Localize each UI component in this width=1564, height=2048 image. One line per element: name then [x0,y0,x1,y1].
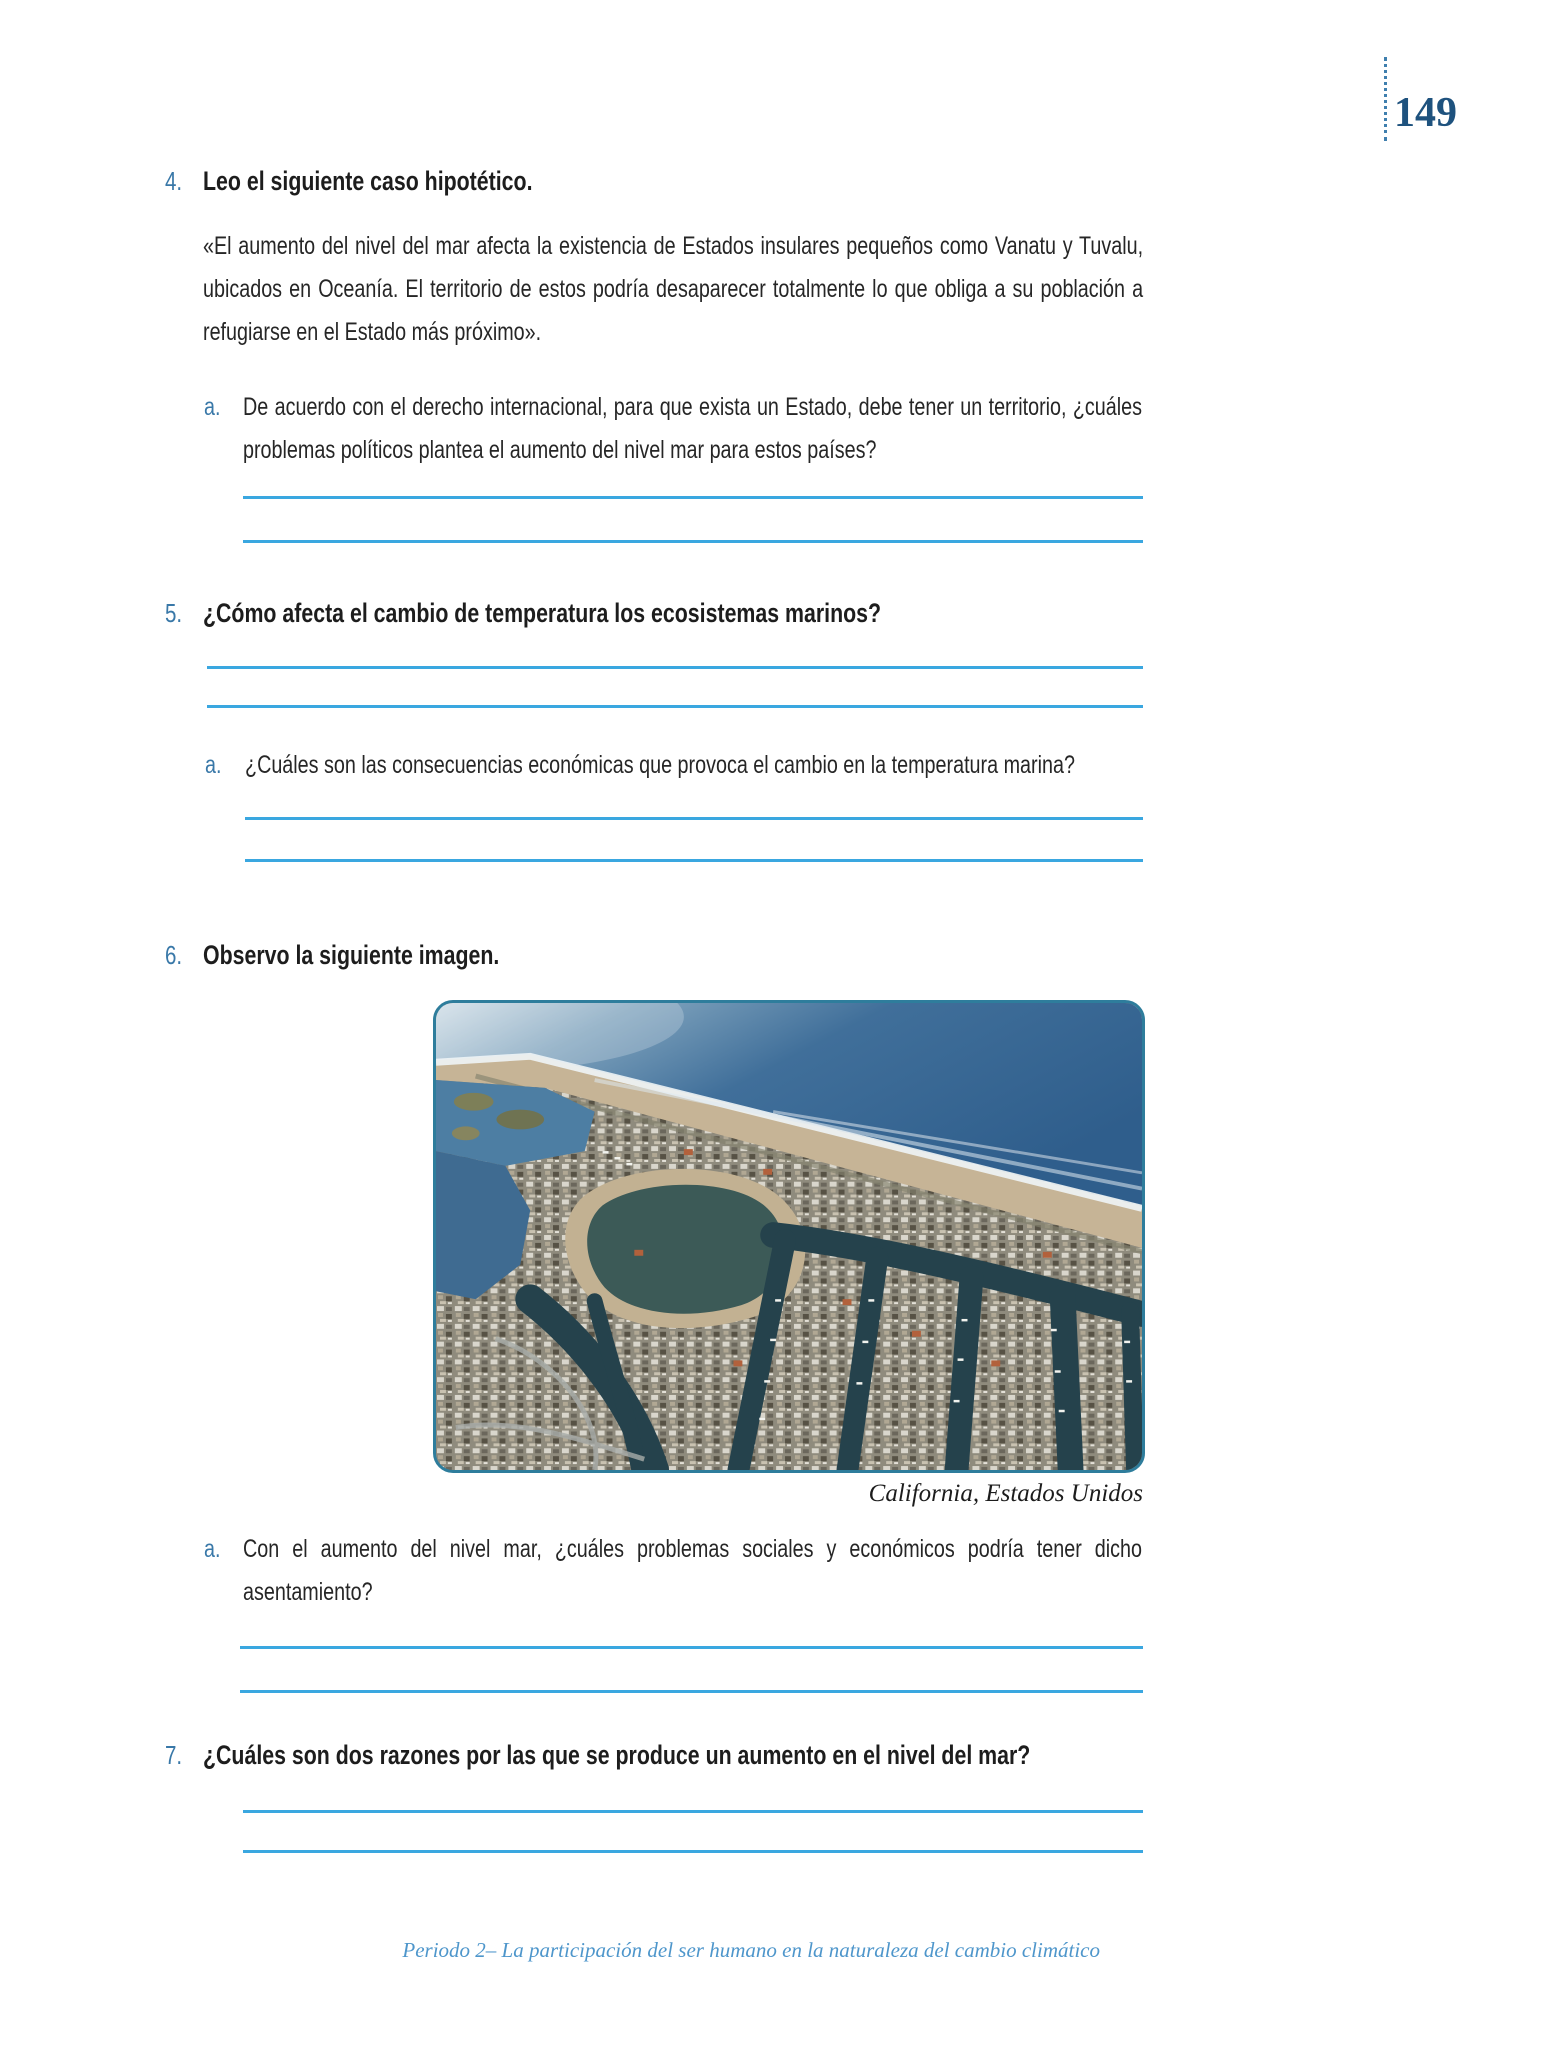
question-6-number: 6. [165,940,183,970]
answer-line [240,1646,1143,1649]
aerial-photo-svg [436,1003,1142,1470]
answer-line [243,496,1143,499]
question-4-number: 4. [165,166,183,196]
question-6a-text: Con el aumento del nivel mar, ¿cuáles problemas sociales y económicos podría tener dicho asentamiento? [243,1535,1143,1606]
aerial-photo [433,1000,1145,1473]
question-4-title: Leo el siguiente caso hipotético. [203,166,533,196]
answer-line [207,666,1143,669]
question-4a-letter: a. [204,393,221,421]
answer-line [207,705,1143,708]
answer-line [245,817,1143,820]
page-footer: Periodo 2– La participación del ser humano en la naturaleza del cambio climático [402,1938,1100,1962]
marsh-island [454,1093,494,1111]
question-5a-letter: a. [205,751,222,779]
marsh-island [496,1110,544,1130]
answer-line [243,1850,1143,1853]
answer-line [243,1810,1143,1813]
question-6-title: Observo la siguiente imagen. [203,940,500,970]
question-6a-letter: a. [204,1535,221,1563]
question-5-title: ¿Cómo afecta el cambio de temperatura los ecosistemas marinos? [203,598,882,628]
question-7-title: ¿Cuáles son dos razones por las que se produce un aumento en el nivel del mar? [203,1740,1031,1770]
answer-line [240,1690,1143,1693]
page-number: 149 [1394,90,1457,136]
marsh-island [452,1126,480,1140]
question-5-number: 5. [165,598,183,628]
question-4-quote: «El aumento del nivel del mar afecta la existencia de Estados insulares pequeños como Vanatu y Tuvalu, ubicados en Oceanía. El territorio de estos podría desaparecer totalmente lo que obliga a su población a refugiarse en el Estado más próximo». [203,232,1144,346]
question-4a-text: De acuerdo con el derecho internacional, para que exista un Estado, debe tener un territorio, ¿cuáles problemas políticos plantea el aumento del nivel mar para estos países? [243,393,1143,464]
question-7-number: 7. [165,1740,183,1770]
answer-line [243,540,1143,543]
lagoon-water [587,1185,784,1314]
photo-caption: California, Estados Unidos [868,1480,1143,1507]
answer-line [245,859,1143,862]
page-number-divider [1384,57,1387,141]
question-5a-text: ¿Cuáles son las consecuencias económicas que provoca el cambio en la temperatura marina? [245,751,1075,779]
